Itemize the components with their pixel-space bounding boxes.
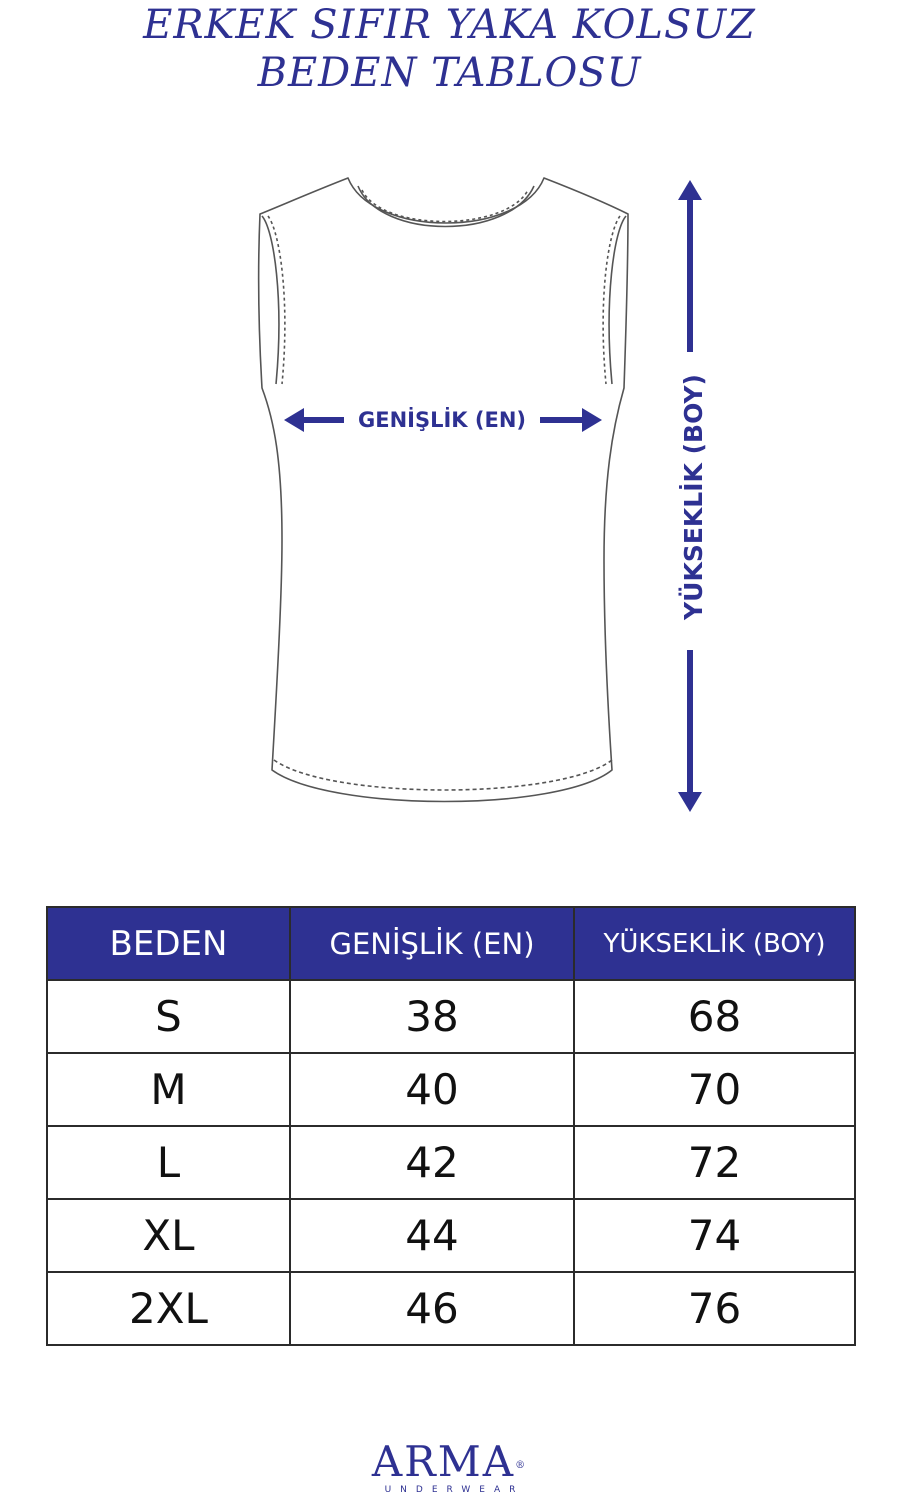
height-cell: 70	[574, 1053, 855, 1126]
height-cell: 72	[574, 1126, 855, 1199]
left-armhole	[262, 216, 279, 384]
brand-logo	[0, 1437, 899, 1496]
height-cell: 74	[574, 1199, 855, 1272]
size-cell: 2XL	[47, 1272, 290, 1345]
size-table	[46, 906, 856, 1346]
table-row	[47, 980, 855, 1053]
size-cell: XL	[47, 1199, 290, 1272]
size-cell: S	[47, 980, 290, 1053]
hem-stitch	[274, 760, 612, 790]
page-title-line-2: BEDEN TABLOSU	[257, 50, 642, 96]
registered-mark: ®	[515, 1460, 528, 1471]
column-header-width: GENİŞLİK (EN)	[290, 907, 574, 980]
width-cell: 44	[290, 1199, 574, 1272]
height-label: YÜKSEKLİK (BOY)	[679, 374, 708, 620]
table-row	[47, 1053, 855, 1126]
brand-name: ARMA	[371, 1437, 516, 1486]
size-cell: M	[47, 1053, 290, 1126]
page-title-line-1: ERKEK SIFIR YAKA KOLSUZ	[143, 2, 756, 48]
neckline	[358, 186, 534, 227]
table-header-row	[47, 907, 855, 980]
table-row	[47, 1199, 855, 1272]
width-cell: 40	[290, 1053, 574, 1126]
column-header-height: YÜKSEKLİK (BOY)	[574, 907, 855, 980]
brand-subtitle: UNDERWEAR	[384, 1485, 525, 1495]
tank-top-outline	[259, 178, 628, 802]
height-cell: 76	[574, 1272, 855, 1345]
table-row	[47, 1126, 855, 1199]
right-armhole	[609, 216, 626, 384]
width-cell: 42	[290, 1126, 574, 1199]
column-header-size: BEDEN	[47, 907, 290, 980]
width-cell: 46	[290, 1272, 574, 1345]
height-cell: 68	[574, 980, 855, 1053]
width-cell: 38	[290, 980, 574, 1053]
size-cell: L	[47, 1126, 290, 1199]
table-row	[47, 1272, 855, 1345]
width-label: GENİŞLİK (EN)	[358, 408, 526, 432]
